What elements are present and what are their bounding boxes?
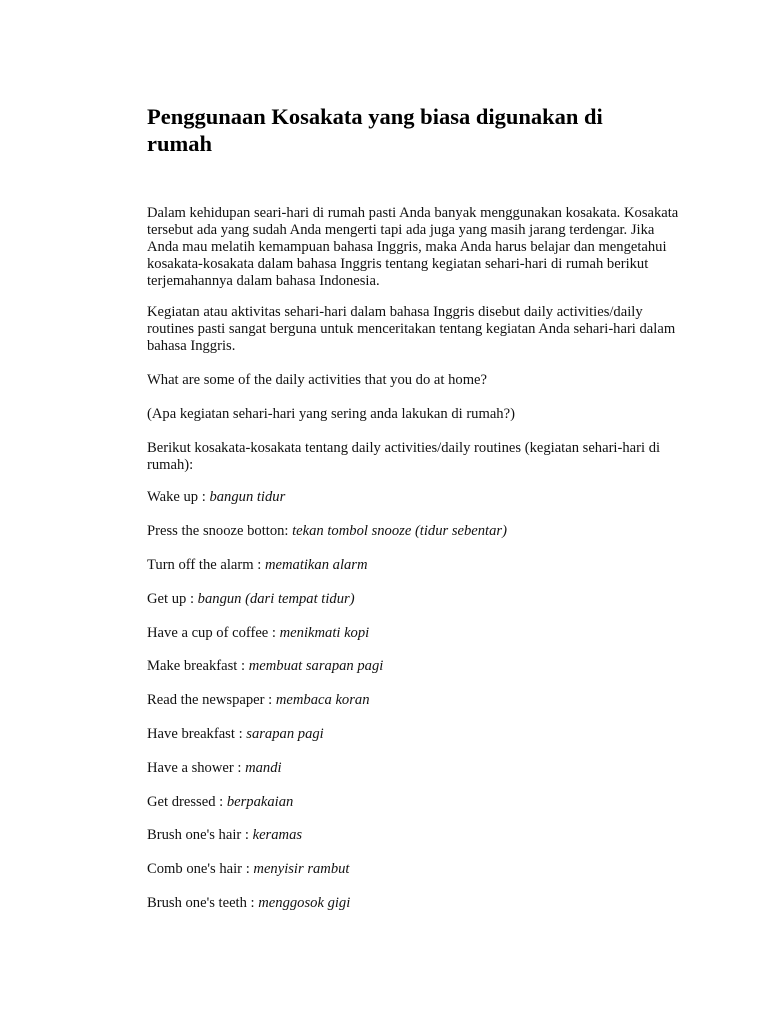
vocab-translation: bangun (dari tempat tidur) <box>197 591 355 607</box>
vocab-translation: menikmati kopi <box>279 625 370 641</box>
vocab-item <box>147 591 355 608</box>
vocab-translation: bangun tidur <box>209 489 286 505</box>
vocab-english: Get dressed : <box>147 794 227 810</box>
vocab-english: Have a shower : <box>147 760 246 776</box>
document-title: Penggunaan Kosakata yang biasa digunakan di rumah <box>147 104 603 156</box>
vocab-item <box>147 557 368 574</box>
vocab-item <box>147 794 293 811</box>
vocab-item <box>147 895 350 912</box>
vocab-english: Comb one's hair : <box>147 861 254 877</box>
vocab-item <box>147 489 285 506</box>
vocab-english: Turn off the alarm : <box>147 557 265 573</box>
vocab-english: Brush one's teeth : <box>147 895 259 911</box>
vocab-item <box>147 658 383 675</box>
vocab-english: Press the snooze botton: <box>147 523 293 539</box>
vocab-translation: mematikan alarm <box>264 557 368 573</box>
vocab-translation: menyisir rambut <box>253 861 350 877</box>
vocab-translation: sarapan pagi <box>246 726 324 742</box>
vocab-intro: Berikut kosakata-kosakata tentang daily activities/daily routines (kegiatan sehari-hari di rumah): <box>147 440 661 473</box>
daily-activities-paragraph: Kegiatan atau aktivitas sehari-hari dalam bahasa Inggris disebut daily activities/daily routines pasti sangat berguna untuk menceritakan tentang kegiatan Anda sehari-hari dalam bahasa Inggris. <box>147 304 676 354</box>
vocab-item <box>147 760 282 777</box>
question-indonesian: (Apa kegiatan sehari-hari yang sering anda lakukan di rumah?) <box>147 406 515 422</box>
vocab-english: Read the newspaper : <box>147 692 276 708</box>
question-english: What are some of the daily activities that you do at home? <box>147 372 488 388</box>
vocab-english: Get up : <box>147 591 198 607</box>
vocab-item <box>147 827 302 844</box>
intro-paragraph: Dalam kehidupan seari-hari di rumah pasti Anda banyak menggunakan kosakata. Kosakata tersebut ada yang sudah Anda mengerti tapi ada juga yang masih jarang terdengar. Jika Anda mau melatih kemampuan bahasa Inggris, maka Anda harus belajar dan mengetahui kosakata-kosakata dalam bahasa Inggris tentang kegiatan sehari-hari di rumah berikut terjemahannya dalam bahasa Indonesia. <box>147 205 679 289</box>
vocab-item <box>147 726 324 743</box>
vocab-translation: tekan tombol snooze (tidur sebentar) <box>292 523 507 539</box>
vocab-item <box>147 861 349 878</box>
vocab-english: Wake up : <box>147 489 210 505</box>
vocab-english: Have breakfast : <box>147 726 247 742</box>
vocab-item <box>147 625 369 642</box>
vocab-english: Make breakfast : <box>147 658 249 674</box>
vocab-item <box>147 692 370 709</box>
vocab-translation: berpakaian <box>226 794 294 810</box>
vocab-translation: keramas <box>252 827 303 843</box>
vocab-english: Brush one's hair : <box>147 827 253 843</box>
vocab-translation: membaca koran <box>275 692 370 708</box>
vocab-translation: membuat sarapan pagi <box>248 658 384 674</box>
vocab-item <box>147 523 507 540</box>
vocab-english: Have a cup of coffee : <box>147 625 280 641</box>
vocab-translation: menggosok gigi <box>258 895 351 911</box>
vocab-translation: mandi <box>245 760 282 776</box>
